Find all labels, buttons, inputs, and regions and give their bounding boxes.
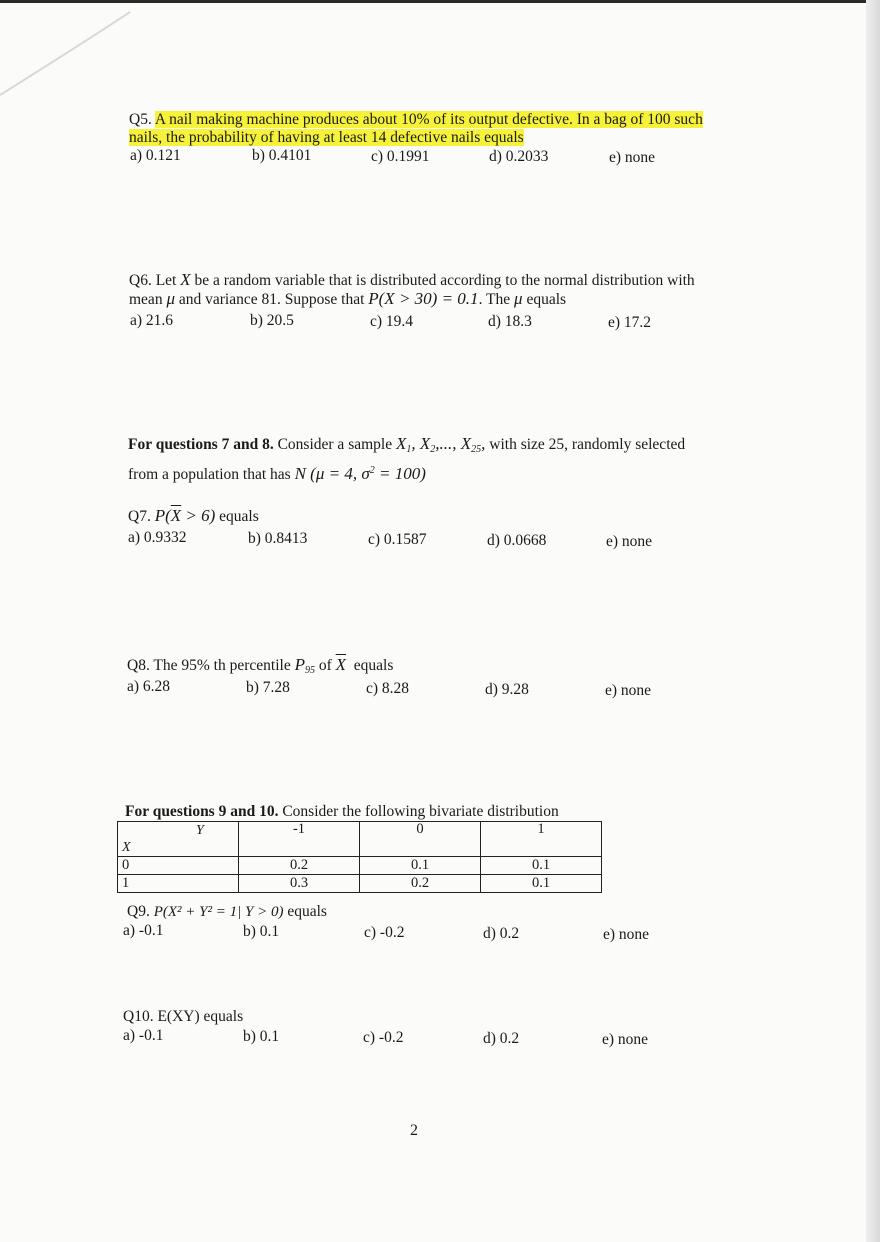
table-cell: 0.1 xyxy=(481,857,602,875)
table-row xyxy=(118,857,602,875)
q10-stem: Q10. E(XY) equals xyxy=(123,1008,244,1025)
q6-mean: mean xyxy=(129,291,163,308)
q5-highlight-1: A nail making machine produces about 10% of its output defective. In a bag of 100 such xyxy=(154,111,703,128)
q78-dist-a: N (μ = 4, σ xyxy=(294,464,370,483)
q8-percentile xyxy=(295,655,315,674)
q6-option-e[interactable]: e) 17.2 xyxy=(608,314,652,331)
q78-dist-b: = 100) xyxy=(374,464,426,483)
q9-option-a[interactable]: a) -0.1 xyxy=(123,922,164,939)
table-cell: 0.2 xyxy=(360,875,481,893)
q8-option-d[interactable]: d) 9.28 xyxy=(485,681,529,698)
q9-stem xyxy=(127,903,327,921)
q9-option-d[interactable]: d) 0.2 xyxy=(483,925,520,942)
table-x-label-cell xyxy=(118,839,239,857)
q78-intro-line1 xyxy=(128,435,685,459)
table-y-label: Y xyxy=(196,823,204,838)
q5-highlight-2: nails, the probability of having at least 14 defective nails equals xyxy=(129,129,524,146)
q6-the: . The xyxy=(478,291,511,308)
q910-intro xyxy=(125,803,559,821)
q6-option-a[interactable]: a) 21.6 xyxy=(130,312,174,329)
q910-bold: For questions 9 and 10. xyxy=(125,803,279,820)
q9-label: Q9. xyxy=(127,903,150,920)
table-row-1-x: 1 xyxy=(118,875,239,893)
table-cell: 0.1 xyxy=(360,857,481,875)
q8-label: Q8. The 95% th percentile xyxy=(127,657,291,674)
scan-smudge xyxy=(0,0,140,110)
q78-text-a: Consider a sample xyxy=(277,436,393,453)
q910-rest: Consider the following bivariate distribution xyxy=(282,803,559,820)
q78-text-c: from a population that has xyxy=(128,466,291,483)
table-x-label: X xyxy=(122,840,131,855)
q9-option-c[interactable]: c) -0.2 xyxy=(364,924,405,941)
q10-option-a[interactable]: a) -0.1 xyxy=(123,1027,164,1044)
table-row-0-x: 0 xyxy=(118,857,239,875)
q5-option-c[interactable]: c) 0.1991 xyxy=(371,148,430,165)
scan-right-edge xyxy=(866,0,880,1242)
table-row xyxy=(118,875,602,893)
q10-option-b[interactable]: b) 0.1 xyxy=(243,1028,280,1045)
q8-of: of xyxy=(318,657,332,674)
q8-option-a[interactable]: a) 6.28 xyxy=(127,678,171,695)
q7-stem xyxy=(128,507,259,526)
table-cell: 0.1 xyxy=(481,875,602,893)
q7-option-e[interactable]: e) none xyxy=(606,533,653,550)
table-cell: 0.3 xyxy=(239,875,360,893)
q9-equals: equals xyxy=(287,903,327,920)
q78-text-b: with size 25, randomly selected xyxy=(489,436,686,453)
q5-option-b[interactable]: b) 0.4101 xyxy=(252,147,312,164)
q7-option-a[interactable]: a) 0.9332 xyxy=(128,529,187,546)
q7-option-c[interactable]: c) 0.1587 xyxy=(368,531,427,548)
q8-option-c[interactable]: c) 8.28 xyxy=(366,680,410,697)
y-value-3: 1 xyxy=(537,821,545,837)
q78-intro-line2 xyxy=(128,462,426,484)
q7-option-b[interactable]: b) 0.8413 xyxy=(248,530,308,547)
q6-variance: and variance 81. Suppose that xyxy=(178,291,365,308)
q9-option-b[interactable]: b) 0.1 xyxy=(243,923,280,940)
q6-prob: P(X > 30) = 0.1 xyxy=(368,289,479,308)
q8-option-e[interactable]: e) none xyxy=(605,682,652,699)
q6-option-c[interactable]: c) 19.4 xyxy=(370,313,414,330)
q6-text-a: Q6. Let xyxy=(129,272,177,289)
q6-line1 xyxy=(129,271,695,290)
q6-mu2: μ xyxy=(514,289,523,308)
q6-text-b: be a random variable that is distributed according to the normal distribution with xyxy=(194,272,695,289)
y-value-2: 0 xyxy=(416,821,424,837)
table-header-y3 xyxy=(481,822,602,857)
q10-option-e[interactable]: e) none xyxy=(602,1031,649,1048)
q78-bold: For questions 7 and 8. xyxy=(128,436,274,453)
q8-p: P xyxy=(294,655,305,674)
q8-option-b[interactable]: b) 7.28 xyxy=(246,679,290,696)
table-header-y2 xyxy=(360,822,481,857)
q6-var-x: X xyxy=(180,270,191,289)
q78-dist: N (μ = 4, $\sigma^2 = 100$) xyxy=(294,464,426,483)
q6-equals: equals xyxy=(526,291,567,308)
q8-xbar: $\overline{X}$ xyxy=(335,655,347,674)
q6-mu: μ xyxy=(166,289,175,308)
q8-psub: 95 xyxy=(304,665,315,676)
bivariate-table xyxy=(117,821,602,893)
q10-option-c[interactable]: c) -0.2 xyxy=(363,1029,404,1046)
page-number: 2 xyxy=(410,1122,418,1139)
q5-option-a[interactable]: a) 0.121 xyxy=(130,147,181,164)
q78-sample: $X_1$, $X_2$,..., $X_{25}$, xyxy=(395,434,486,455)
q8-equals: equals xyxy=(353,657,394,674)
q7-expr: $P(\overline{X} > 6)$ xyxy=(154,506,216,525)
y-value-1: -1 xyxy=(292,821,306,837)
q6-option-d[interactable]: d) 18.3 xyxy=(488,313,532,330)
q5-line2 xyxy=(129,129,524,147)
table-y-label-cell xyxy=(118,822,239,840)
table-header-y1 xyxy=(239,822,360,857)
q7-label: Q7. xyxy=(128,508,151,525)
q9-expr: P(X² + Y² = 1| Y > 0) xyxy=(153,904,284,920)
q5-option-e[interactable]: e) none xyxy=(609,149,656,166)
q9-option-e[interactable]: e) none xyxy=(603,926,650,943)
q10-option-d[interactable]: d) 0.2 xyxy=(483,1030,520,1047)
q7-option-d[interactable]: d) 0.0668 xyxy=(487,532,547,549)
q6-option-b[interactable]: b) 20.5 xyxy=(250,312,294,329)
q7-equals: equals xyxy=(219,508,259,525)
q5-line1 xyxy=(129,111,703,129)
q6-line2 xyxy=(129,290,566,309)
q5-number: Q5. xyxy=(129,111,152,128)
q8-stem xyxy=(127,656,393,680)
table-header-row xyxy=(118,822,602,840)
q5-option-d[interactable]: d) 0.2033 xyxy=(489,148,549,165)
table-cell: 0.2 xyxy=(239,857,360,875)
